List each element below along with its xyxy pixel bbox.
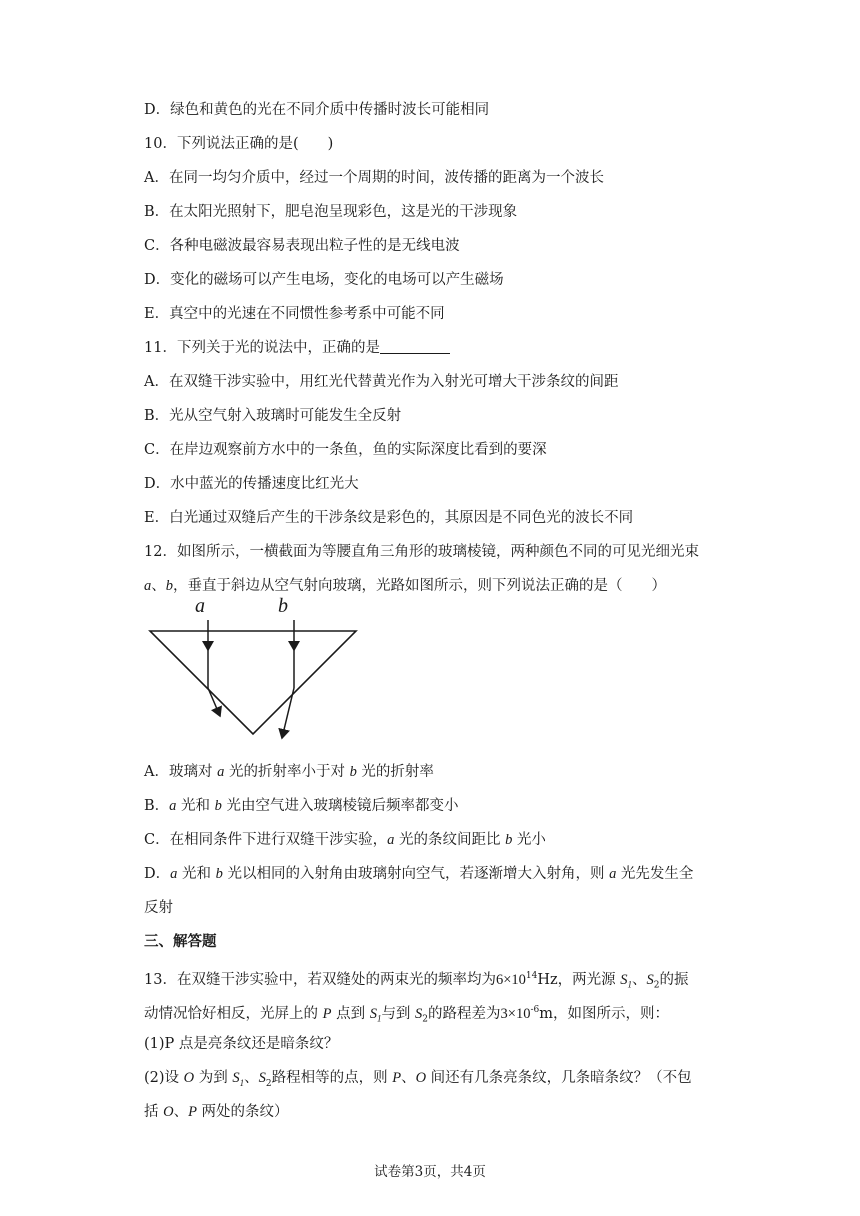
var-a: a [170,866,178,882]
var-S: S [232,1070,240,1086]
t: 、 [173,1104,189,1120]
t: 光小 [512,832,546,848]
t: Hz，两光源 [537,971,621,988]
t: C．在相同条件下进行双缝干涉实验， [144,832,388,848]
q11-option-d: D．水中蓝光的传播速度比红光大 [144,476,359,492]
q13-line1 [144,966,688,996]
t: A．玻璃对 [144,764,218,780]
var-O: O [415,1070,427,1086]
freq-exp: 14 [525,971,538,981]
q11-option-a: A．在双缝干涉实验中，用红光代替黄光作为入射光可增大干涉条纹的间距 [144,374,619,390]
prism-triangle [150,631,356,734]
q13-line2 [144,1000,669,1030]
sub-1: 1 [627,979,632,990]
t: 点到 [331,1005,370,1022]
path-diff-exp: -6 [530,1005,540,1015]
label-b: b [278,595,288,617]
q11-option-b: B．光从空气射入玻璃时可能发生全反射 [144,408,402,424]
t: 光先发生全 [616,866,694,882]
q12-option-d [144,864,693,884]
q10-option-d: D．变化的磁场可以产生电场，变化的电场可以产生磁场 [144,272,504,288]
q12-option-a [144,762,434,782]
var-b: b [165,578,173,594]
label-a: a [195,595,205,617]
var-S: S [646,971,654,988]
t: 光和 [177,866,216,882]
t: 、 [401,1070,416,1086]
q10-stem: 10．下列说法正确的是( ) [144,136,334,152]
t: 光的折射率小于对 [224,764,350,780]
var-a: a [387,832,395,848]
q13-part2-cont [144,1102,289,1122]
t: 光和 [176,798,215,814]
sub-1: 1 [376,1013,382,1024]
q12-option-d-cont: 反射 [144,900,173,916]
t: 路程相等的点，则 [271,1070,393,1086]
var-a: a [144,578,152,594]
q10-option-b: B．在太阳光照射下，肥皂泡呈现彩色，这是光的干涉现象 [144,204,518,220]
t: 为到 [194,1070,233,1086]
q11-option-e: E．白光通过双缝后产生的干涉条纹是彩色的，其原因是不同色光的波长不同 [144,510,634,526]
var-b: b [349,764,357,780]
q12-option-c [144,830,546,850]
sub-2: 2 [422,1014,429,1025]
q13-part2 [144,1068,692,1094]
var-P: P [188,1104,197,1120]
q11-option-c: C．在岸边观察前方水中的一条鱼，鱼的实际深度比看到的要深 [144,442,547,458]
q10-option-e: E．真空中的光速在不同惯性参考系中可能不同 [144,306,445,322]
var-O: O [183,1070,195,1086]
t: 、 [632,971,647,988]
q12-stem-line1: 12．如图所示，一横截面为等腰直角三角形的玻璃棱镜，两种颜色不同的可见光细光束 [144,544,699,560]
t: 、 [244,1070,259,1086]
t: 的振 [659,971,689,988]
sub-2: 2 [653,980,660,991]
var-b: b [214,798,222,814]
t: 动情况恰好相反，光屏上的 [144,1005,323,1022]
t: B． [144,798,170,814]
sub-1: 1 [239,1077,245,1088]
t: 13．在双缝干涉实验中，若双缝处的两束光的频率均为 [144,971,496,988]
var-a: a [169,798,177,814]
var-a: a [217,764,225,780]
var-S: S [415,1005,423,1022]
var-a: a [609,866,617,882]
q12-option-b [144,796,458,816]
var-b: b [505,832,513,848]
q10-option-a: A．在同一均匀介质中，经过一个周期的时间，波传播的距离为一个波长 [144,170,604,186]
t: 光的条纹间距比 [394,832,506,848]
section-title: 三、解答题 [144,933,217,950]
ray-b-refracted [282,688,294,738]
path-diff: 3×10 [500,1005,531,1022]
var-P: P [392,1070,402,1086]
answer-blank [380,339,450,354]
t: D． [144,866,171,882]
q10-option-c: C．各种电磁波最容易表现出粒子性的是无线电波 [144,238,460,254]
q9-option-d: D．绿色和黄色的光在不同介质中传播时波长可能相同 [144,102,490,118]
q13-part1: (1)P 点是亮条纹还是暗条纹？ [144,1036,339,1052]
sub-2: 2 [265,1078,272,1089]
t: m，如图所示，则： [539,1005,669,1022]
t: 括 [144,1104,164,1120]
var-O: O [163,1104,174,1120]
q11-stem-text: 11．下列关于光的说法中，正确的是 [144,340,380,356]
stem-rest: ，垂直于斜边从空气射向玻璃，光路如图所示，则下列说法正确的是（ ） [173,578,666,594]
page-footer: 试卷第3页，共4页 [374,1164,486,1180]
t: 与到 [381,1005,416,1022]
t: (2)设 [144,1070,184,1086]
sep: 、 [151,578,166,594]
ray-a-refracted [208,688,220,716]
t: 间还有几条亮条纹，几条暗条纹？（不包 [426,1070,692,1086]
t: 两处的条纹） [196,1104,289,1120]
var-b: b [215,866,223,882]
freq: 6×10 [495,971,526,988]
var-S: S [258,1070,266,1086]
prism-diagram [140,588,370,748]
t: 的路程差为 [428,1005,501,1022]
t: 光的折射率 [356,764,434,780]
var-S: S [620,971,628,988]
var-S: S [369,1005,377,1022]
t: 光以相同的入射角由玻璃射向空气，若逐渐增大入射角，则 [222,866,610,882]
q11-stem [144,338,450,358]
t: 光由空气进入玻璃棱镜后频率都变小 [221,798,459,814]
var-P: P [322,1005,332,1022]
